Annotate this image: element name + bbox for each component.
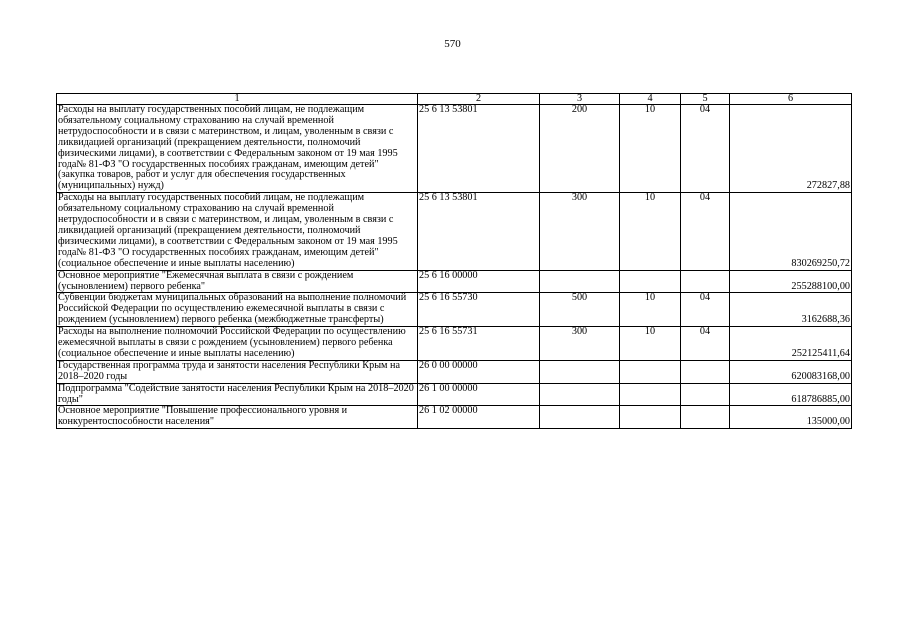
row-col3: 300 (540, 327, 620, 361)
row-col4 (620, 270, 681, 293)
table-row (57, 293, 852, 327)
row-col4 (620, 360, 681, 383)
row-col4 (620, 383, 681, 406)
row-amount: 255288100,00 (730, 270, 852, 293)
column-header-4: 4 (620, 94, 681, 105)
table-row (57, 360, 852, 383)
table-row (57, 383, 852, 406)
table-header-row (57, 94, 852, 105)
row-amount: 135000,00 (730, 406, 852, 429)
row-description: Государственная программа труда и занятости населения Республики Крым на 2018–2020 годы (57, 360, 418, 383)
row-col3 (540, 270, 620, 293)
row-amount: 252125411,64 (730, 327, 852, 361)
row-col5 (681, 360, 730, 383)
budget-table (56, 93, 852, 429)
row-amount: 830269250,72 (730, 193, 852, 270)
row-amount: 618786885,00 (730, 383, 852, 406)
column-header-3: 3 (540, 94, 620, 105)
row-col3 (540, 406, 620, 429)
row-code: 25 6 13 53801 (418, 193, 540, 270)
row-description: Расходы на выплату государственных пособий лицам, не подлежащим обязательному социальному страхованию на случай временной нетрудоспособности и в связи с материнством, и лицам, уволенным в связи с ликвидацией организаций (прекращением деятельности, полномочий физическими лицами), в соответствии с Федеральным законом от 19 мая 1995 года№ 81-ФЗ "О государственных пособиях гражданам, имеющим детей" (закупка товаров, работ и услуг для обеспечения государственных (муниципальных) нужд) (57, 105, 418, 193)
row-code: 25 6 16 55730 (418, 293, 540, 327)
row-col5 (681, 383, 730, 406)
column-header-2: 2 (418, 94, 540, 105)
table-row (57, 327, 852, 361)
row-description: Субвенции бюджетам муниципальных образований на выполнение полномочий Российской Федерации по осуществлению ежемесячной выплаты в связи с рождением (усыновлением) первого ребенка (межбюджетные трансферты) (57, 293, 418, 327)
row-col3: 500 (540, 293, 620, 327)
row-description: Основное мероприятие "Ежемесячная выплата в связи с рождением (усыновлением) первого ребенка" (57, 270, 418, 293)
row-col5: 04 (681, 193, 730, 270)
row-col3: 200 (540, 105, 620, 193)
row-description: Основное мероприятие "Повышение профессионального уровня и конкурентоспособности населения" (57, 406, 418, 429)
row-col4 (620, 406, 681, 429)
row-amount: 3162688,36 (730, 293, 852, 327)
row-col3 (540, 383, 620, 406)
table-row (57, 406, 852, 429)
row-code: 25 6 16 55731 (418, 327, 540, 361)
row-description: Расходы на выполнение полномочий Российской Федерации по осуществлению ежемесячной выплаты в связи с рождением (усыновлением) первого ребенка (социальное обеспечение и иные выплаты населению) (57, 327, 418, 361)
row-col5: 04 (681, 293, 730, 327)
row-col5: 04 (681, 327, 730, 361)
table-row (57, 270, 852, 293)
row-col4: 10 (620, 293, 681, 327)
row-code: 26 0 00 00000 (418, 360, 540, 383)
table-row (57, 193, 852, 270)
row-col3: 300 (540, 193, 620, 270)
row-amount: 272827,88 (730, 105, 852, 193)
row-col5 (681, 270, 730, 293)
row-col4: 10 (620, 105, 681, 193)
table-row (57, 105, 852, 193)
row-col4: 10 (620, 327, 681, 361)
row-col4: 10 (620, 193, 681, 270)
row-description: Расходы на выплату государственных пособий лицам, не подлежащим обязательному социальному страхованию на случай временной нетрудоспособности и в связи с материнством, и лицам, уволенным в связи с ликвидацией организаций (прекращением деятельности, полномочий физическими лицами), в соответствии с Федеральным законом от 19 мая 1995 года№ 81-ФЗ "О государственных пособиях гражданам, имеющим детей" (социальное обеспечение и иные выплаты населению) (57, 193, 418, 270)
column-header-6: 6 (730, 94, 852, 105)
page-number: 570 (444, 38, 461, 50)
row-code: 26 1 02 00000 (418, 406, 540, 429)
column-header-1: 1 (57, 94, 418, 105)
row-code: 25 6 16 00000 (418, 270, 540, 293)
row-description: Подпрограмма "Содействие занятости населения Республики Крым на 2018–2020 годы" (57, 383, 418, 406)
row-amount: 620083168,00 (730, 360, 852, 383)
column-header-5: 5 (681, 94, 730, 105)
row-code: 26 1 00 00000 (418, 383, 540, 406)
row-col5: 04 (681, 105, 730, 193)
row-col5 (681, 406, 730, 429)
row-col3 (540, 360, 620, 383)
row-code: 25 6 13 53801 (418, 105, 540, 193)
